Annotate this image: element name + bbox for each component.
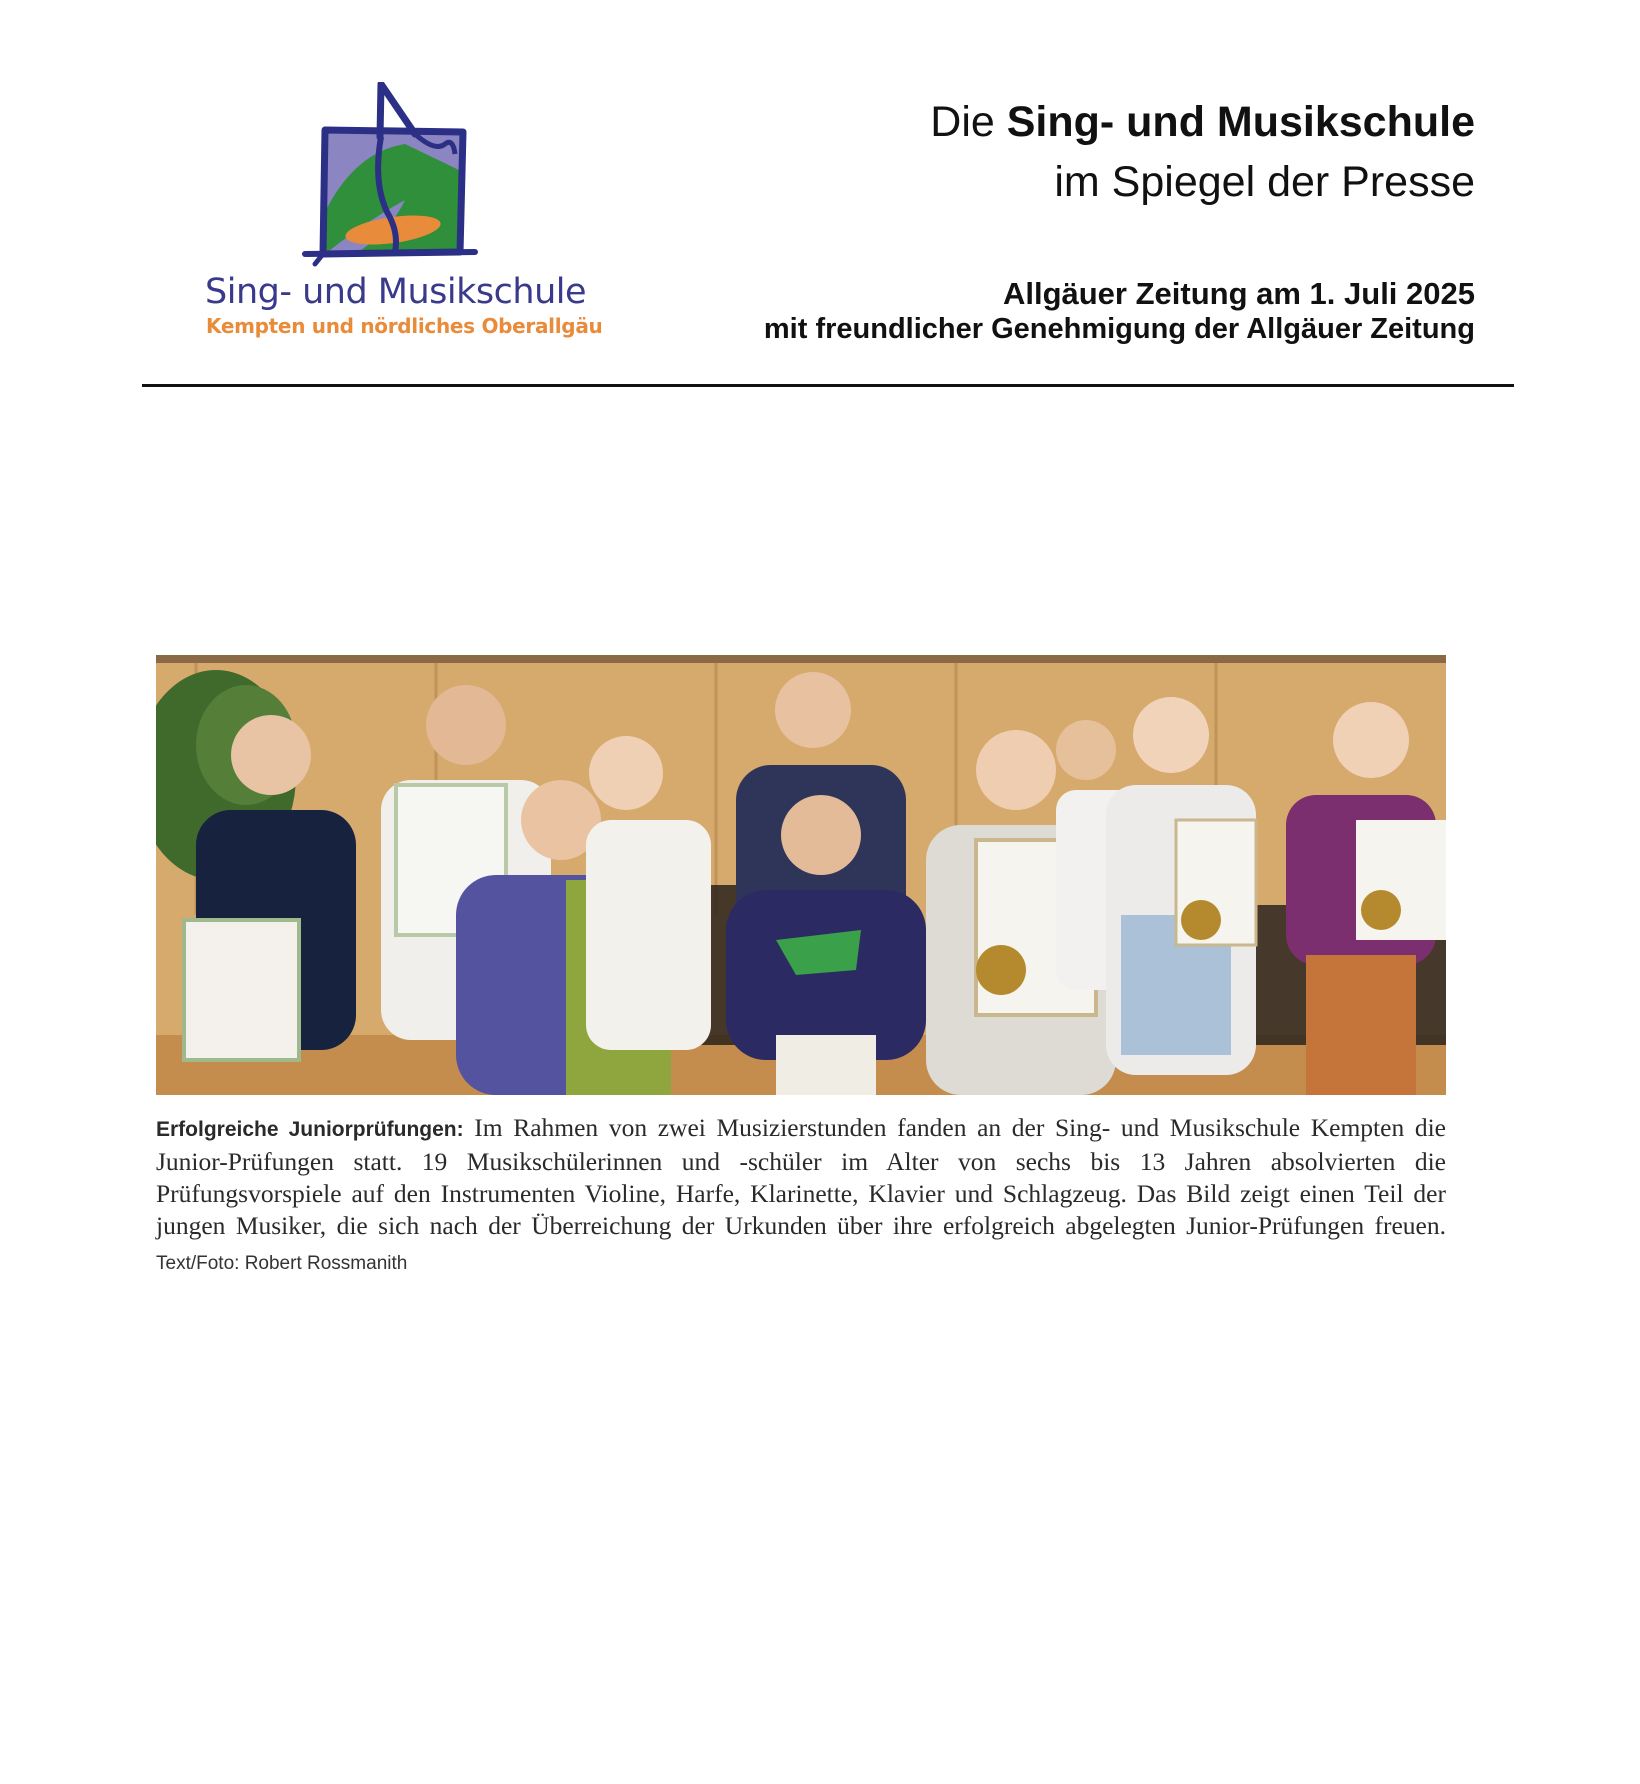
title-prefix: Die	[930, 98, 1007, 146]
page-title	[930, 98, 1475, 147]
logo-title: Sing- und Musikschule	[205, 272, 587, 312]
press-source: Allgäuer Zeitung am 1. Juli 2025	[1002, 276, 1475, 311]
caption-lead: Erfolgreiche Juniorprüfungen:	[156, 1118, 464, 1141]
press-permission: mit freundlicher Genehmigung der Allgäuer Zeitung	[763, 313, 1475, 345]
article-photo	[156, 655, 1446, 1095]
group-photo-icon	[156, 655, 1446, 1095]
title-school-name: Sing- und Musikschule	[1006, 98, 1475, 146]
school-logo	[200, 82, 603, 352]
music-note-logo-icon	[295, 82, 485, 272]
caption-text: Im Rahmen von zwei Musizierstunden fanden an der Sing- und Musikschule Kempten die Junior-Prüfungen statt. 19 Musikschülerinnen und -schüler im Alter von sechs bis 13 Jahren absolvierten die Prüfungsvorspiele auf den Instrumenten Violine, Harfe, Klarinette, Klavier und Schlagzeug. Das Bild zeigt einen Teil der jungen Musiker, die sich nach der Überreichung der Urkunden über ihre erfolgreich abgelegten Junior-Prüfungen freuen.	[156, 1113, 1446, 1240]
header-divider	[142, 384, 1514, 387]
article-caption	[156, 1112, 1446, 1280]
page-subtitle: im Spiegel der Presse	[1054, 158, 1475, 206]
caption-credit: Text/Foto: Robert Rossmanith	[156, 1253, 408, 1274]
logo-subtitle: Kempten und nördliches Oberallgäu	[206, 314, 603, 338]
